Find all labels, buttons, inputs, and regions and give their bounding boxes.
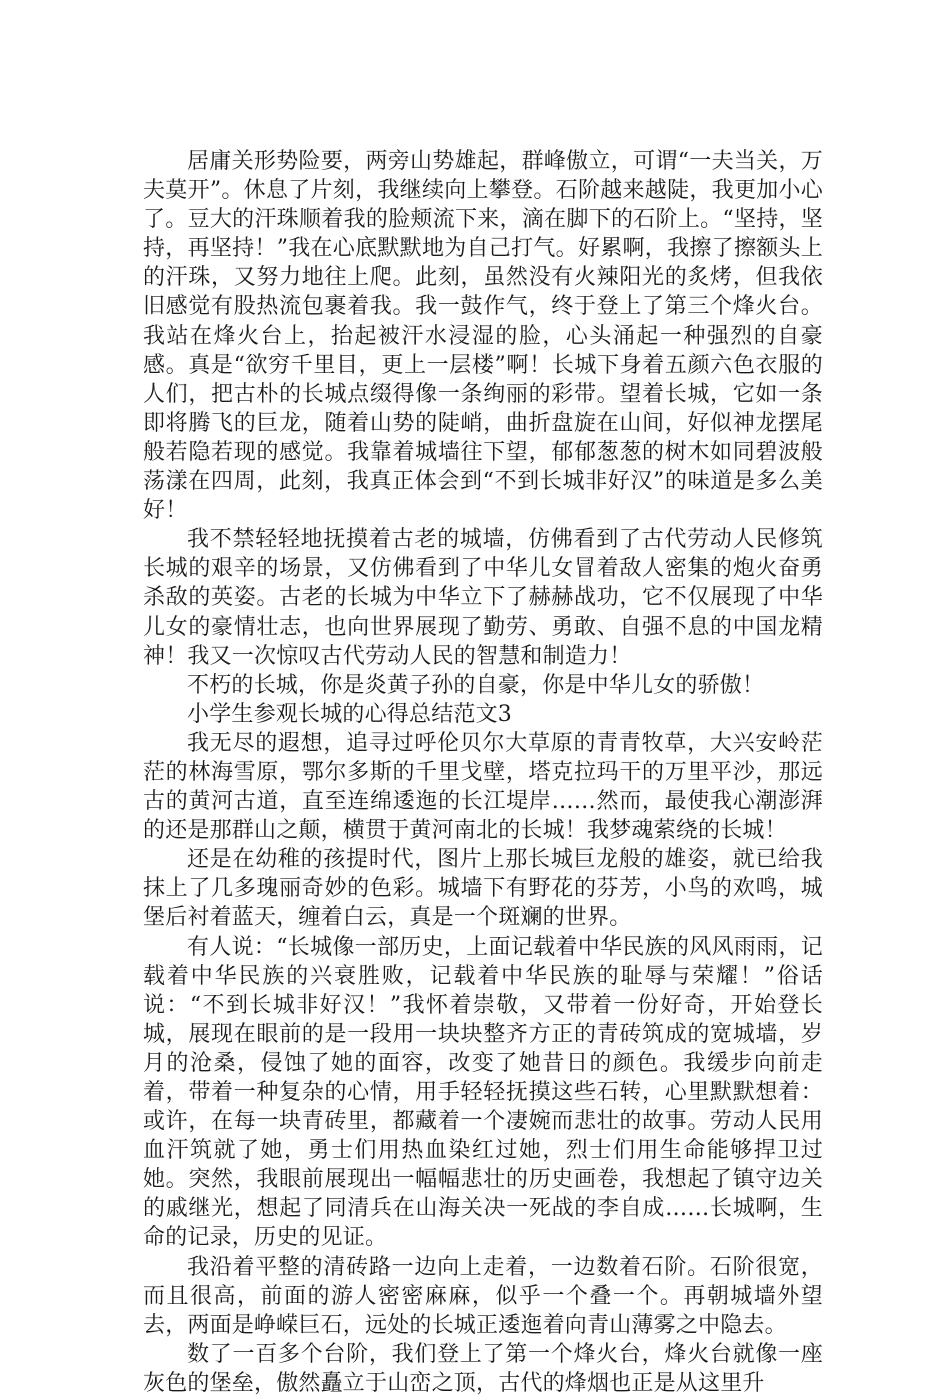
paragraph-8: 数了一百多个台阶，我们登上了第一个烽火台，烽火台就像一座灰色的堡垒，傲然矗立于山峦之顶，古代的烽烟也正是从这里升 <box>143 1341 823 1396</box>
paragraph-6: 有人说：“长城像一部历史，上面记载着中华民族的风风雨雨，记载着中华民族的兴衰胜败，记载着中华民族的耻辱与荣耀！”俗话说：“不到长城非好汉！”我怀着崇敬，又带着一份好奇，开始登长城，展现在眼前的是一段用一块块整齐方正的青砖筑成的宽城墙，岁月的沧桑，侵蚀了她的面容，改变了她昔日的颜色。我缓步向前走着，带着一种复杂的心情，用手轻轻抚摸这些石转，心里默默想着：或许，在每一块青砖里，都藏着一个凄婉而悲壮的故事。劳动人民用血汗筑就了她，勇士们用热血染红过她，烈士们用生命能够捍卫过她。突然，我眼前展现出一幅幅悲壮的历史画卷，我想起了镇守边关的戚继光，想起了同清兵在山海关决一死战的李自成……长城啊，生命的记录，历史的见证。 <box>143 934 823 1251</box>
paragraph-1: 居庸关形势险要，两旁山势雄起，群峰傲立，可谓“一夫当关，万夫莫开”。休息了片刻，我继续向上攀登。石阶越来越陡，我更加小心了。豆大的汗珠顺着我的脸颊流下来，滴在脚下的石阶上。“坚持，坚持，再坚持！”我在心底默默地为自己打气。好累啊，我擦了擦额头上的汗珠，又努力地往上爬。此刻，虽然没有火辣阳光的炙烤，但我依旧感觉有股热流包裹着我。我一鼓作气，终于登上了第三个烽火台。我站在烽火台上，抬起被汗水浸湿的脸，心头涌起一种强烈的自豪感。真是“欲穷千里目，更上一层楼”啊！长城下身着五颜六色衣服的人们，把古朴的长城点缀得像一条绚丽的彩带。望着长城，它如一条即将腾飞的巨龙，随着山势的陡峭，曲折盘旋在山间，好似神龙摆尾般若隐若现的感觉。我靠着城墙往下望，郁郁葱葱的树木如同碧波般荡漾在四周，此刻，我真正体会到“不到长城非好汉”的味道是多么美好！ <box>143 149 823 524</box>
section-heading: 小学生参观长城的心得总结范文3 <box>187 701 512 727</box>
paragraph-2: 我不禁轻轻地抚摸着古老的城墙，仿佛看到了古代劳动人民修筑长城的艰辛的场景，又仿佛看到了中华儿女冒着敌人密集的炮火奋勇杀敌的英姿。古老的长城为中华立下了赫赫战功，它不仅展现了中华儿女的豪情壮志，也向世界展现了勤劳、勇敢、自强不息的中国龙精神！我又一次惊叹古代劳动人民的智慧和制造力！ <box>143 527 823 669</box>
paragraph-5: 还是在幼稚的孩提时代，图片上那长城巨龙般的雄姿，就已给我抹上了几多瑰丽奇妙的色彩。城墙下有野花的芬芳，小鸟的欢鸣，城堡后衬着蓝天，缠着白云，真是一个斑斓的世界。 <box>143 847 823 931</box>
paragraph-7: 我沿着平整的清砖路一边向上走着，一边数着石阶。石阶很宽，而且很高，前面的游人密密麻麻，似乎一个叠一个。再朝城墙外望去，两面是峥嵘巨石，远处的长城正逶迤着向青山薄雾之中隐去。 <box>143 1254 823 1338</box>
paragraph-3: 不朽的长城，你是炎黄子孙的自豪，你是中华儿女的骄傲！ <box>187 672 765 698</box>
document-body <box>143 147 823 1398</box>
paragraph-4: 我无尽的遐想，追寻过呼伦贝尔大草原的青青牧草，大兴安岭茫茫的林海雪原，鄂尔多斯的千里戈壁，塔克拉玛干的万里平沙，那远古的黄河古道，直至连绵逶迤的长江堤岸……然而，最使我心潮澎湃的还是那群山之颠，横贯于黄河南北的长城！我梦魂萦绕的长城！ <box>143 730 823 844</box>
